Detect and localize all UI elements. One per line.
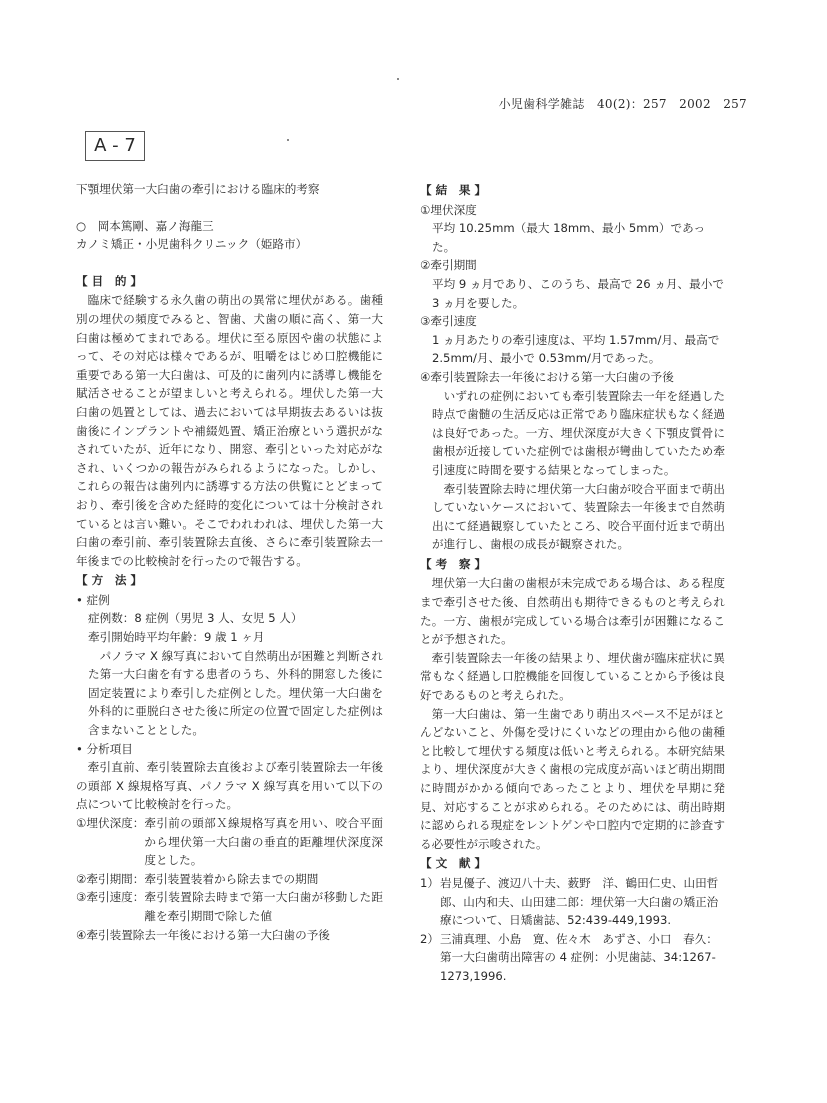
results-heading: 【 結 果 】 bbox=[420, 183, 487, 197]
scan-speck bbox=[287, 139, 289, 141]
reference-text: 岩見優子、渡辺八十夫、薮野 洋、鶴田仁史、山田哲郎、山内和夫、山田建二郎：埋伏第一大臼歯の矯正治療について、日矯歯誌、52:439-449,1993. bbox=[440, 875, 719, 928]
authors: ○ 岡本篤剛、嘉ノ海龍三 bbox=[76, 218, 214, 233]
period-text: 平均 9 ヵ月であり、このうち、最高で 26 ヵ月、最小で 3 ヵ月を要した。 bbox=[432, 276, 724, 310]
reference-number: 2） bbox=[420, 931, 439, 946]
cases-line: 牽引開始時平均年齢：9 歳 1 ヶ月 bbox=[88, 630, 265, 645]
cases-heading: • 症例 bbox=[76, 592, 110, 607]
right-column bbox=[420, 180, 725, 986]
speed-text: 1 ヵ月あたりの牽引速度は、平均 1.57mm/月、最高で 2.5mm/月、最小で 0.53mm/月であった。 bbox=[432, 332, 720, 366]
prognosis-heading: ④牽引装置除去一年後における第一大臼歯の予後 bbox=[420, 369, 674, 384]
analysis-item bbox=[76, 870, 383, 889]
analysis-item bbox=[76, 888, 383, 925]
reference-text: 三浦真理、小島 寛、佐々木 あずさ、小口 春久：第一大臼歯萌出障害の 4 症例：小児歯誌、34:1267-1273,1996. bbox=[440, 931, 718, 983]
abstract-id-box: A - 7 bbox=[85, 131, 145, 161]
analysis-item-label: ③牽引速度： bbox=[76, 890, 145, 905]
speed-heading: ③牽引速度 bbox=[420, 314, 477, 329]
discussion-paragraph: 牽引装置除去一年後の結果より、埋伏歯が臨床症状に異常もなく経過し口腔機能を回復していることから予後は良好であるものと考えられた。 bbox=[420, 650, 725, 703]
analysis-item bbox=[76, 926, 383, 945]
analysis-text: 牽引直前、牽引装置除去直後および牽引装置除去一年後の頭部 X 線規格写真、パノラマ X 線写真を用いて以下の点について比較検討を行った。 bbox=[76, 760, 383, 812]
article-title: 下顎埋伏第一大臼歯の牽引における臨床的考察 bbox=[76, 182, 320, 196]
methods-heading: 【 方 法 】 bbox=[76, 573, 143, 588]
left-column bbox=[76, 180, 383, 944]
discussion-paragraph: 第一大臼歯は、第一生歯であり萌出スペース不足がほとんどないこと、外傷を受けにくいなどの理由から他の歯種と比較して埋伏する頻度は低いと考えられる。本研究結果より、埋伏深度が大きく歯根の完成度が高いほど萌出期間に時間がかかる傾向であったことより、埋伏を早期に発見、対応することが求められる。そのためには、萌出時期に認められる現症をレントゲンや口腔内で定期的に診査する必要性が示唆された。 bbox=[420, 706, 725, 851]
prognosis-text: 牽引装置除去時に埋伏第一大臼歯が咬合平面まで萌出していないケースにおいて、装置除去一年後まで自然萌出にて経過観察していたところ、咬合平面付近まで萌出が進行し、歯根の成長が観察された。 bbox=[432, 481, 725, 552]
reference-number: 1） bbox=[420, 875, 439, 890]
prognosis-text: いずれの症例においても牽引装置除去一年を経過した時点で歯髄の生活反応は正常であり臨床症状もなく経過は良好であった。一方、埋伏深度が大きく下顎皮質骨に歯根が近接していた症例では歯根が彎曲していたため牽引速度に時間を要する結果となってしまった。 bbox=[432, 388, 725, 477]
analysis-item-text: 牽引装置装着から除去までの期間 bbox=[144, 871, 319, 886]
affiliation: カノミ矯正・小児歯科クリニック（姫路市） bbox=[76, 237, 308, 252]
analysis-item-text: 牽引装置除去一年後における第一大臼歯の予後 bbox=[86, 927, 330, 942]
purpose-text: 臨床で経験する永久歯の萌出の異常に埋伏がある。歯種別の埋伏の頻度でみると、智歯、犬歯の順に高く、第一大臼歯は極めてまれである。埋伏に至る原因や歯の状態によって、その対応は様々であるが、咀嚼をはじめ口腔機能に重要である第一大臼歯は、可及的に歯列内に誘導し機能を賦活させることが望ましいと考えられる。埋伏した第一大臼歯の処置としては、過去においては早期抜去あるいは抜歯後にインプラントや補綴処置、矯正治療という選択がなされていたが、近年になり、開窓、牽引といった対応がなされ、いくつかの報告がみられるようになった。しかし、これらの報告は歯列内に誘導する方法の供覧にとどまっており、牽引後を含めた経時的変化については十分検討されているとは言い難い。そこでわれわれは、埋伏した第一大臼歯の牽引前、牽引装置除去直後、さらに牽引装置除去一年後までの比較検討を行ったので報告する。 bbox=[76, 293, 383, 568]
analysis-item-text: 牽引装置除去時まで第一大臼歯が移動した距離を牽引期間で除した値 bbox=[144, 890, 383, 923]
depth-text: 平均 10.25mm（最大 18mm、最小 5mm）であった。 bbox=[432, 221, 706, 254]
scan-speck bbox=[397, 78, 399, 80]
reference-item bbox=[420, 874, 725, 930]
discussion-heading: 【 考 察 】 bbox=[420, 556, 487, 571]
analysis-heading: • 分析項目 bbox=[76, 741, 133, 756]
cases-text: パノラマ X 線写真において自然萌出が困難と判断された第一大臼歯を有する患者のうち、外科的開窓した後に固定装置により牽引した症例とした。埋伏第一大臼歯を外科的に亜脱臼させた後に所定の位置で固定した症例は含まないこととした。 bbox=[88, 648, 383, 738]
analysis-item-text: 牽引前の頭部Ｘ線規格写真を用い、咬合平面から埋伏第一大臼歯の垂直的距離埋伏深度深度とした。 bbox=[144, 816, 383, 868]
references-heading: 【 文 献 】 bbox=[420, 856, 487, 871]
reference-item bbox=[420, 930, 725, 986]
analysis-item-label: ①埋伏深度： bbox=[76, 816, 145, 830]
analysis-item-label: ④ bbox=[76, 927, 87, 942]
period-heading: ②牽引期間 bbox=[420, 258, 477, 273]
running-head: 小児歯科学雑誌 40(2)：257 2002 257 bbox=[498, 97, 747, 111]
cases-line: 症例数：8 症例（男児 3 人、女児 5 人） bbox=[88, 611, 303, 626]
depth-heading: ①埋伏深度 bbox=[420, 202, 477, 217]
purpose-heading: 【 目 的 】 bbox=[76, 273, 143, 288]
analysis-item-label: ②牽引期間： bbox=[76, 871, 145, 886]
discussion-paragraph: 埋伏第一大臼歯の歯根が未完成である場合は、ある程度まで牽引させた後、自然萌出も期待できるものと考えられた。一方、歯根が完成している場合は牽引が困難になることが予想された。 bbox=[420, 576, 725, 647]
analysis-item bbox=[76, 814, 383, 870]
